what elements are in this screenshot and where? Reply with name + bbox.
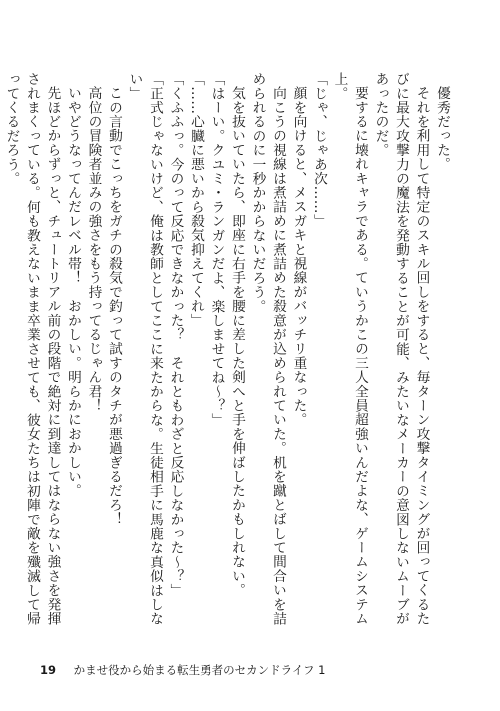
paragraph: 向こうの視線は煮詰めに煮詰めた殺意が込められていた。机を蹴とばして間合いを詰められるのに一秒かからないだろう。 [249, 72, 286, 626]
paragraph: 気を抜いていたら、即座に右手を腰に差した剣へと手を伸ばしたかもしれない。 [229, 85, 245, 597]
paragraph: 「はーい。クユミ・ランガンだよ、楽しませてね～？」 [208, 72, 225, 427]
paragraph: 「じゃ、じゃあ次……」 [311, 72, 327, 229]
paragraph: 先ほどからずっと、チュートリアル前の段階で絶対に到達してはならない強さを発揮されまくっている。何も教えないまま卒業させても、彼女たちは初陣で敵を殲滅して帰ってくるだろう。 [3, 72, 61, 626]
paragraph: 顔を向けると、メスガキと視線がバッチリ重なった。 [290, 85, 307, 427]
paragraph: 高位の冒険者並みの強さをもう持ってるじゃん君！ [85, 85, 102, 413]
paragraph: 「くふふっ。今のって反応できなかった？ それともわざと反応しなかった～？」 [167, 72, 184, 598]
body-text [3, 72, 452, 632]
paragraph: それを利用して特定のスキル回しをすると、毎ターン攻撃タイミングが回ってくるたびに最大攻撃力の魔法を発動することが可能、みたいなメーカーの意図しないムーブがあったのだ。 [372, 72, 430, 626]
paragraph: 優秀だった。 [434, 85, 450, 171]
paragraph: いやどうなってんだレベル帯！ おかしい。明らかにおかしい。 [65, 85, 81, 498]
paragraph: 「正式じゃないけど、俺は教師としてここに来たからな。生徒相手に馬鹿な真似はしない」 [126, 72, 163, 626]
page-number: 19 [40, 663, 57, 677]
paragraph: この言動でこっちをガチの殺気で釣って試すのタチが悪過ぎるだろ！ [106, 85, 122, 526]
book-title: かませ役から始まる転生勇者のセカンドライフ 1 [73, 663, 326, 677]
paragraph: 要するに壊れキャラである。ていうかこの三人全員超強いんだよな、ゲームシステム上。 [331, 72, 368, 626]
paragraph: 「……心臓に悪いから殺気抑えてくれ」 [188, 72, 204, 328]
page-footer [40, 662, 325, 678]
